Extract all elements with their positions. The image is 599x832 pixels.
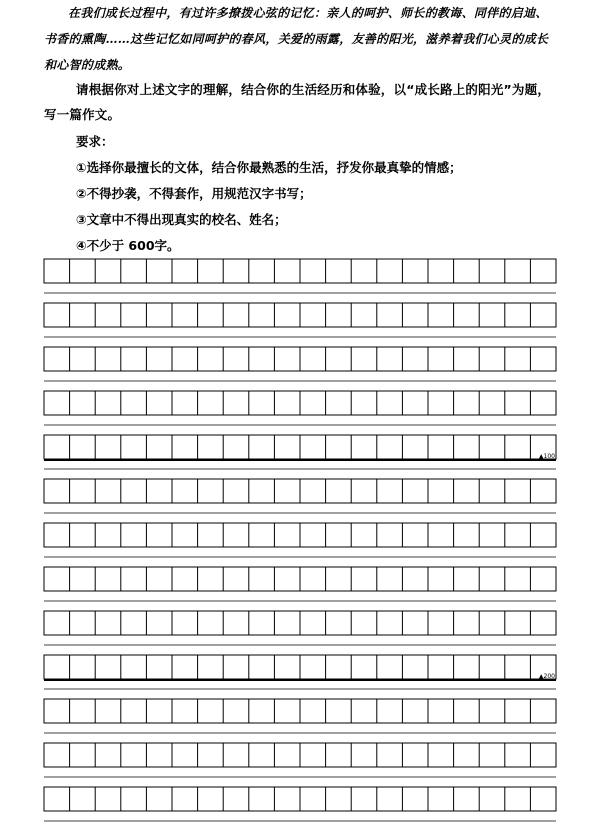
word-count-marker: ▲200 (538, 673, 555, 680)
grid-row[interactable] (44, 523, 556, 547)
grid-row[interactable] (44, 391, 556, 415)
grid-row[interactable] (44, 347, 556, 371)
grid-row[interactable] (44, 479, 556, 503)
grid-row[interactable] (44, 787, 556, 811)
grid-row[interactable] (44, 259, 556, 283)
grid-row[interactable] (44, 567, 556, 591)
grid-row[interactable] (44, 743, 556, 767)
grid-row[interactable] (44, 699, 556, 723)
requirement-item: ①选择你最擅长的文体，结合你最熟悉的生活，抒发你最真挚的情感； (76, 160, 462, 175)
requirements-title: 要求： (76, 134, 114, 149)
grid-row[interactable] (44, 611, 556, 635)
word-count-marker: ▲100 (538, 453, 555, 460)
requirement-item: ②不得抄袭，不得套作，用规范汉字书写； (76, 186, 312, 201)
requirement-item: ④不少于 600字。 (76, 238, 180, 253)
grid-row[interactable] (44, 303, 556, 327)
grid-row[interactable] (44, 655, 556, 679)
requirement-item: ③文章中不得出现真实的校名、姓名； (76, 212, 287, 227)
passage-text: 在我们成长过程中，有过许多撩拨心弦的记忆：亲人的呵护、师长的教诲、同伴的启迪、书香的熏陶……这些记忆如同呵护的春风，关爱的雨露，友善的阳光，滋养着我们心灵的成长和心智的成熟。 (44, 6, 549, 72)
prompt-text: 请根据你对上述文字的理解，结合你的生活经历和体验，以“成长路上的阳光”为题，写一篇作文。 (44, 82, 551, 122)
grid-row[interactable] (44, 435, 556, 459)
